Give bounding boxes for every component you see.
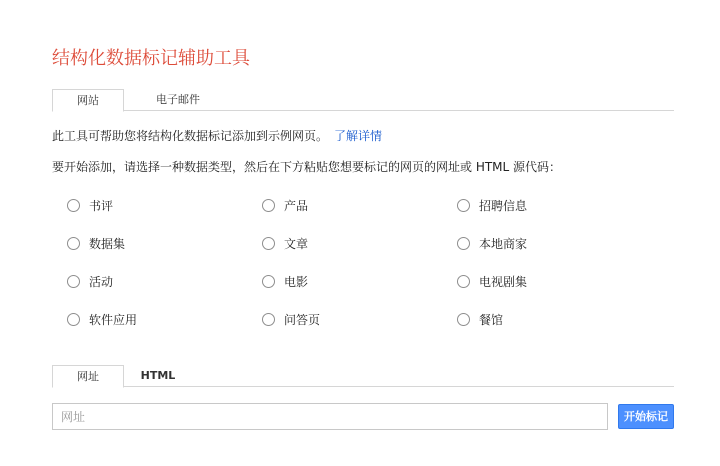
tab-website[interactable]: [52, 89, 124, 112]
article-label: 文章: [284, 236, 309, 251]
movie-label: 电影: [284, 274, 309, 289]
dataset-radio[interactable]: [67, 237, 80, 250]
tv-episode-label: 电视剧集: [479, 274, 528, 289]
option-software-app[interactable]: [67, 311, 137, 327]
software-app-label: 软件应用: [89, 312, 138, 327]
tab-url-label: 网址: [77, 370, 99, 383]
option-local-business[interactable]: [457, 235, 527, 251]
tab-email[interactable]: [124, 89, 232, 111]
book-review-radio[interactable]: [67, 199, 80, 212]
option-event[interactable]: [67, 273, 113, 289]
job-posting-label: 招聘信息: [479, 198, 528, 213]
page-title: 结构化数据标记辅助工具: [52, 48, 250, 69]
option-dataset[interactable]: [67, 235, 125, 251]
option-qa-page[interactable]: [262, 311, 320, 327]
option-tv-episode[interactable]: [457, 273, 527, 289]
intro-text: [52, 127, 382, 144]
tab-url[interactable]: [52, 365, 124, 388]
local-business-radio[interactable]: [457, 237, 470, 250]
qa-page-radio[interactable]: [262, 313, 275, 326]
instructions-text: 要开始添加，请选择一种数据类型，然后在下方粘贴您想要标记的网页的网址或 HTML 源代码：: [52, 160, 562, 174]
tab-email-label: 电子邮件: [156, 93, 200, 106]
tab-website-label: 网站: [77, 94, 99, 107]
event-label: 活动: [89, 274, 114, 289]
restaurant-radio[interactable]: [457, 313, 470, 326]
option-restaurant[interactable]: [457, 311, 503, 327]
option-movie[interactable]: [262, 273, 308, 289]
job-posting-radio[interactable]: [457, 199, 470, 212]
tab-html[interactable]: [124, 365, 192, 387]
dataset-label: 数据集: [89, 236, 126, 251]
article-radio[interactable]: [262, 237, 275, 250]
qa-page-label: 问答页: [284, 312, 321, 327]
learn-more-link[interactable]: 了解详情: [334, 129, 383, 143]
book-review-label: 书评: [89, 198, 114, 213]
event-radio[interactable]: [67, 275, 80, 288]
option-product[interactable]: [262, 197, 308, 213]
input-mode-tabs: [52, 365, 674, 387]
movie-radio[interactable]: [262, 275, 275, 288]
restaurant-label: 餐馆: [479, 312, 504, 327]
tv-episode-radio[interactable]: [457, 275, 470, 288]
intro-description: 此工具可帮助您将结构化数据标记添加到示例网页。: [52, 129, 329, 143]
product-radio[interactable]: [262, 199, 275, 212]
source-type-tabs: [52, 89, 674, 111]
local-business-label: 本地商家: [479, 236, 528, 251]
start-tagging-button[interactable]: 开始标记: [618, 404, 674, 429]
option-book-review[interactable]: [67, 197, 113, 213]
software-app-radio[interactable]: [67, 313, 80, 326]
tab-html-label: HTML: [140, 369, 176, 382]
option-article[interactable]: [262, 235, 308, 251]
url-input[interactable]: [52, 403, 608, 430]
product-label: 产品: [284, 198, 309, 213]
option-job-posting[interactable]: [457, 197, 527, 213]
